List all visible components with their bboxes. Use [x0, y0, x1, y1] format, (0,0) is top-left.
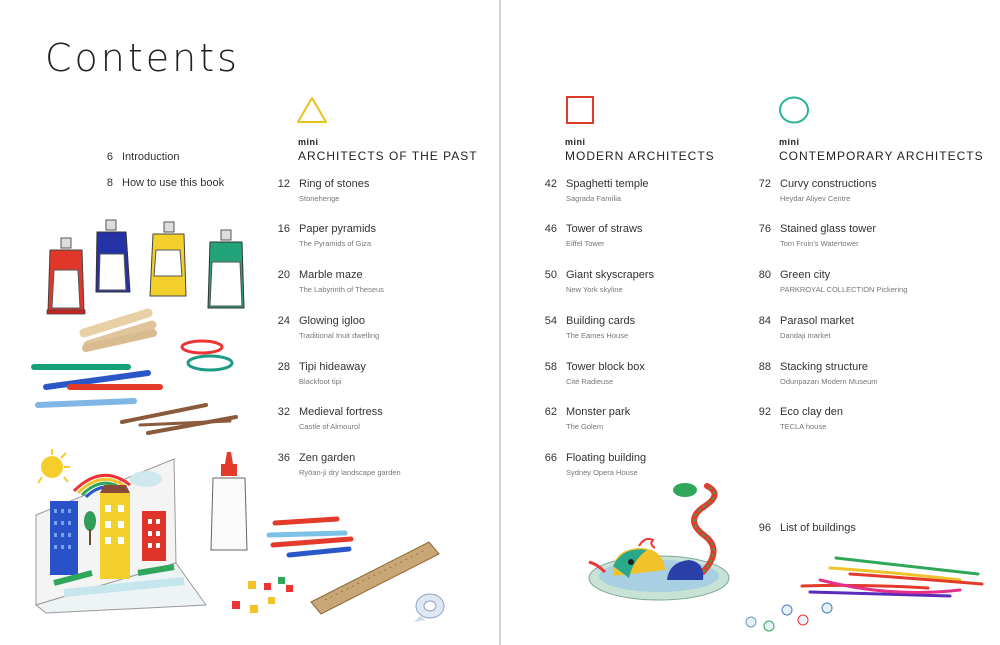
- entry-title: Stacking structure: [780, 361, 869, 373]
- list-of-buildings-entry[interactable]: [758, 522, 980, 534]
- drinking-straws-icon: [34, 367, 160, 405]
- twigs-icon: [122, 405, 236, 433]
- entry-subtitle: TECLA house: [780, 422, 827, 431]
- toc-entry[interactable]: [277, 406, 499, 431]
- entry-subtitle: The Eames House: [566, 331, 629, 340]
- toc-entry[interactable]: [758, 269, 980, 294]
- tape-roll-icon: [410, 590, 450, 625]
- toc-entry[interactable]: [544, 223, 766, 248]
- entry-title: Green city: [780, 269, 831, 281]
- entry-title: Tipi hideaway: [299, 361, 366, 373]
- page-number: 12: [277, 178, 290, 190]
- section-heading: ARCHITECTS OF THE PAST: [298, 149, 478, 163]
- cloud-icon: [130, 471, 162, 487]
- entry-subtitle: PARKROYAL COLLECTION Pickering: [780, 285, 908, 294]
- toc-entry[interactable]: [544, 406, 766, 431]
- red-paint-tube-icon: [47, 238, 85, 314]
- entry-title: Tower block box: [566, 361, 645, 373]
- page-number: 96: [758, 522, 771, 534]
- toc-entry[interactable]: [277, 361, 499, 386]
- page-number: 88: [758, 361, 771, 373]
- blue-building-icon: [50, 501, 78, 575]
- entry-title: Spaghetti temple: [566, 178, 649, 190]
- toc-entry[interactable]: [758, 223, 980, 248]
- green-paint-tube-icon: [208, 230, 244, 308]
- section-header-contemporary: [779, 137, 984, 163]
- entry-title: Zen garden: [299, 452, 356, 464]
- popup-city-illustration: [34, 455, 209, 615]
- toc-entry[interactable]: [544, 452, 766, 477]
- entry-title: List of buildings: [780, 522, 856, 534]
- toc-entry[interactable]: [758, 361, 980, 386]
- page-number: 6: [106, 151, 113, 163]
- entry-subtitle: Odunpazarı Modern Museum: [780, 377, 878, 386]
- circle-icon: [778, 95, 810, 125]
- toc-entry[interactable]: [277, 223, 499, 248]
- entry-title: Floating building: [566, 452, 647, 464]
- yellow-building-icon: [100, 485, 130, 579]
- page-number: 16: [277, 223, 290, 235]
- toc-entry[interactable]: [544, 361, 766, 386]
- entry-subtitle: Ryōan-ji dry landscape garden: [299, 468, 401, 477]
- square-icon: [565, 95, 595, 125]
- beads-icon: [228, 575, 303, 620]
- glue-bottle-icon: [205, 450, 255, 555]
- yellow-paint-tube-icon: [150, 222, 186, 296]
- toc-entry[interactable]: [544, 315, 766, 340]
- entry-title: Ring of stones: [299, 178, 370, 190]
- page-number: 46: [544, 223, 557, 235]
- page-number: 32: [277, 406, 290, 418]
- page-title: Contents: [45, 36, 240, 80]
- red-building-icon: [142, 511, 166, 561]
- entry-subtitle: The Labyrinth of Theseus: [299, 285, 384, 294]
- entry-subtitle: The Golem: [566, 422, 604, 431]
- toc-entry[interactable]: [758, 178, 980, 203]
- page-number: 24: [277, 315, 290, 327]
- entry-subtitle: Blackfoot tipi: [299, 377, 342, 386]
- entry-title: Monster park: [566, 406, 631, 418]
- page-number: 80: [758, 269, 771, 281]
- toc-entry[interactable]: [277, 178, 499, 203]
- entry-subtitle: Cité Radieuse: [566, 377, 614, 386]
- page-number: 42: [544, 178, 557, 190]
- page-number: 36: [277, 452, 290, 464]
- toc-entry[interactable]: [758, 406, 980, 431]
- pipe-cleaners-icon: [800, 548, 990, 608]
- triangle-icon: [296, 96, 328, 124]
- entry-subtitle: Sagrada Família: [566, 194, 622, 203]
- toc-entry[interactable]: [544, 178, 766, 203]
- toc-entry[interactable]: [277, 315, 499, 340]
- page-number: 20: [277, 269, 290, 281]
- entry-subtitle: Eiffel Tower: [566, 239, 605, 248]
- sun-icon: [38, 449, 70, 483]
- entry-title: Parasol market: [780, 315, 854, 327]
- page-number: 8: [106, 177, 113, 189]
- entry-title: Medieval fortress: [299, 406, 383, 418]
- entry-subtitle: Stonehenge: [299, 194, 340, 203]
- entry-subtitle: The Pyramids of Giza: [299, 239, 372, 248]
- page-number: 28: [277, 361, 290, 373]
- section-mini-label: mini: [298, 137, 319, 147]
- entry-title: Eco clay den: [780, 406, 843, 418]
- page-number: 62: [544, 406, 557, 418]
- rubber-bands-icon: [182, 341, 232, 370]
- entry-subtitle: Traditional Inuit dwelling: [299, 331, 380, 340]
- entry-title: Glowing igloo: [299, 315, 366, 327]
- toc-entry[interactable]: [277, 269, 499, 294]
- toc-entry[interactable]: [277, 452, 499, 477]
- entry-title: Paper pyramids: [299, 223, 377, 235]
- craft-supplies-illustration: [30, 305, 250, 440]
- toc-entry[interactable]: [758, 315, 980, 340]
- section-header-modern: [565, 137, 715, 163]
- page-number: 76: [758, 223, 771, 235]
- blue-paint-tube-icon: [96, 220, 130, 292]
- entry-subtitle: Sydney Opera House: [566, 468, 638, 477]
- section-mini-label: mini: [565, 137, 586, 147]
- page-number: 58: [544, 361, 557, 373]
- page-number: 92: [758, 406, 771, 418]
- entry-subtitle: Tom Fruin's Watertower: [780, 239, 859, 248]
- entry-title: Giant skyscrapers: [566, 269, 655, 281]
- entry-subtitle: Dandaji market: [780, 331, 831, 340]
- entry-title: How to use this book: [122, 177, 225, 189]
- page-number: 50: [544, 269, 557, 281]
- entry-subtitle: Castle of Almourol: [299, 422, 360, 431]
- entry-title: Building cards: [566, 315, 636, 327]
- intro-entry[interactable]: [106, 151, 322, 163]
- book-gutter: [499, 0, 501, 645]
- section-heading: CONTEMPORARY ARCHITECTS: [779, 149, 984, 163]
- entry-title: Marble maze: [299, 269, 363, 281]
- entry-title: Stained glass tower: [780, 223, 876, 235]
- intro-entry[interactable]: [106, 177, 322, 189]
- entry-subtitle: New York skyline: [566, 285, 623, 294]
- page-number: 66: [544, 452, 557, 464]
- monster-pond-illustration: [583, 480, 738, 605]
- toc-entry[interactable]: [544, 269, 766, 294]
- section-mini-label: mini: [779, 137, 800, 147]
- entry-title: Tower of straws: [566, 223, 643, 235]
- popsicle-sticks-icon: [84, 313, 153, 348]
- page-number: 54: [544, 315, 557, 327]
- section-header-past: [298, 137, 478, 163]
- entry-subtitle: Heydar Aliyev Centre: [780, 194, 851, 203]
- entry-title: Curvy constructions: [780, 178, 877, 190]
- page-number: 72: [758, 178, 771, 190]
- page-number: 84: [758, 315, 771, 327]
- entry-title: Introduction: [122, 151, 180, 163]
- section-heading: MODERN ARCHITECTS: [565, 149, 715, 163]
